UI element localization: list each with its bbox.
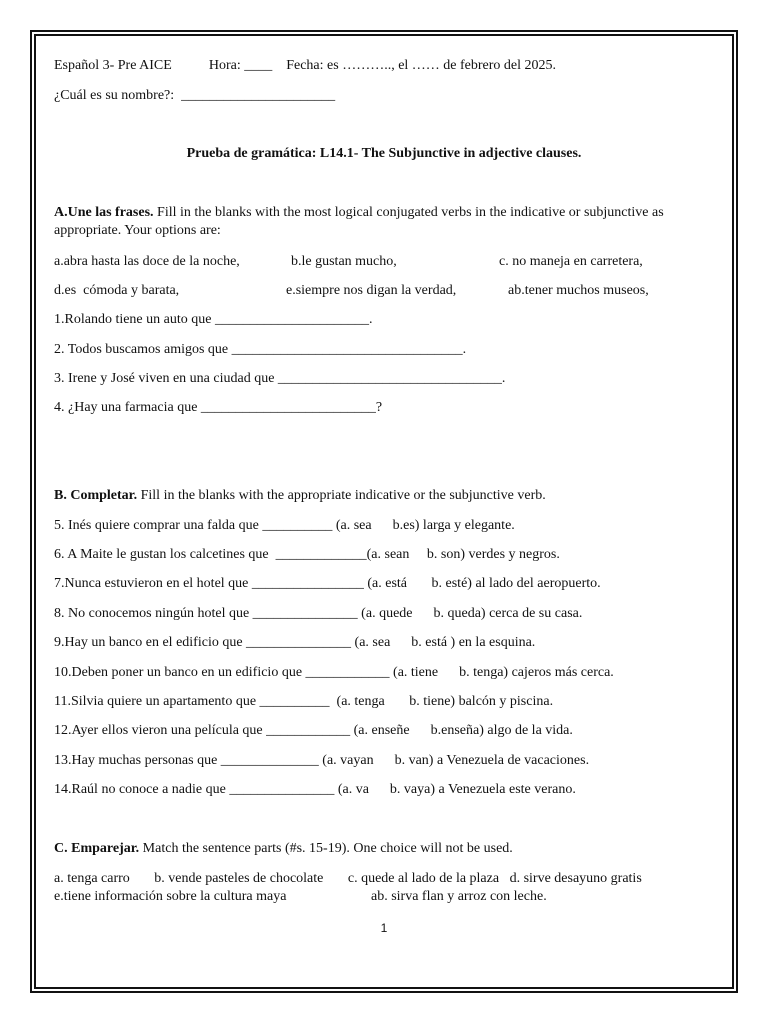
option-a: a.abra hasta las doce de la noche, (54, 254, 240, 269)
section-b-heading-rest: . Completar. (63, 488, 138, 503)
page-number: 1 (380, 921, 388, 935)
option-c: c. no maneja en carretera, (499, 254, 643, 269)
question-9: 9.Hay un banco en el edificio que _______________ (a. sea b. está ) en la esquina. (54, 635, 536, 650)
question-7: 7.Nunca estuvieron en el hotel que ________________ (a. está b. esté) al lado del aeropuerto. (54, 576, 601, 591)
option-b: b.le gustan mucho, (291, 254, 397, 269)
hora-field: Hora: ____ (208, 58, 273, 73)
question-8: 8. No conocemos ningún hotel que _______________ (a. quede b. queda) cerca de su casa. (54, 606, 583, 621)
question-10: 10.Deben poner un banco en un edificio que ____________ (a. tiene b. tenga) cajeros más cerca. (54, 665, 614, 680)
question-13: 13.Hay muchas personas que ______________ (a. vayan b. van) a Venezuela de vacaciones. (54, 753, 590, 768)
question-1: 1.Rolando tiene un auto que ______________________. (54, 312, 373, 327)
quiz-title: Prueba de gramática: L14.1- The Subjunctive in adjective clauses. (186, 146, 582, 161)
section-a-text: Fill in the blanks with the most logical conjugated verbs in the indicative or subjunctive as appropriate. Your options are: (54, 205, 664, 238)
question-12: 12.Ayer ellos vieron una película que ____________ (a. enseñe b.enseña) algo de la vida. (54, 723, 573, 738)
section-b-text: Fill in the blanks with the appropriate indicative or the subjunctive verb. (137, 488, 546, 503)
question-3: 3. Irene y José viven en una ciudad que ________________________________. (54, 371, 506, 386)
question-2: 2. Todos buscamos amigos que _________________________________. (54, 342, 467, 357)
question-6: 6. A Maite le gustan los calcetines que _____________(a. sean b. son) verdes y negros. (54, 547, 560, 562)
name-prompt: ¿Cuál es su nombre?: ______________________ (54, 88, 336, 103)
section-c-option-e: e.tiene información sobre la cultura maya (54, 889, 287, 904)
question-4: 4. ¿Hay una farmacia que _________________________? (54, 400, 383, 415)
section-a-instructions (54, 204, 714, 240)
section-b-instructions (54, 487, 546, 505)
section-a-heading: A.Une las frases. (54, 205, 154, 220)
section-c-instructions (54, 840, 513, 858)
option-e: e.siempre nos digan la verdad, (286, 283, 457, 298)
question-14: 14.Raúl no conoce a nadie que _______________ (a. va b. vaya) a Venezuela este verano. (54, 782, 576, 797)
section-c-heading: C. Emparejar. (54, 841, 140, 856)
fecha-field: Fecha: es ……….., el …… de febrero del 2025. (286, 58, 557, 73)
question-5: 5. Inés quiere comprar una falda que __________ (a. sea b.es) larga y elegante. (54, 518, 515, 533)
question-11: 11.Silvia quiere un apartamento que __________ (a. tenga b. tiene) balcón y piscina. (54, 694, 554, 709)
option-ab: ab.tener muchos museos, (508, 283, 649, 298)
option-d: d.es cómoda y barata, (54, 283, 180, 298)
section-c-options-1: a. tenga carro b. vende pasteles de chocolate c. quede al lado de la plaza d. sirve desayuno gratis (54, 871, 642, 886)
section-b-heading: B (54, 488, 64, 503)
section-c-text: Match the sentence parts (#s. 15-19). One choice will not be used. (139, 841, 513, 856)
section-c-option-ab: ab. sirva flan y arroz con leche. (371, 889, 547, 904)
header-line (54, 57, 556, 75)
course-title: Español 3- Pre AICE (54, 58, 172, 73)
